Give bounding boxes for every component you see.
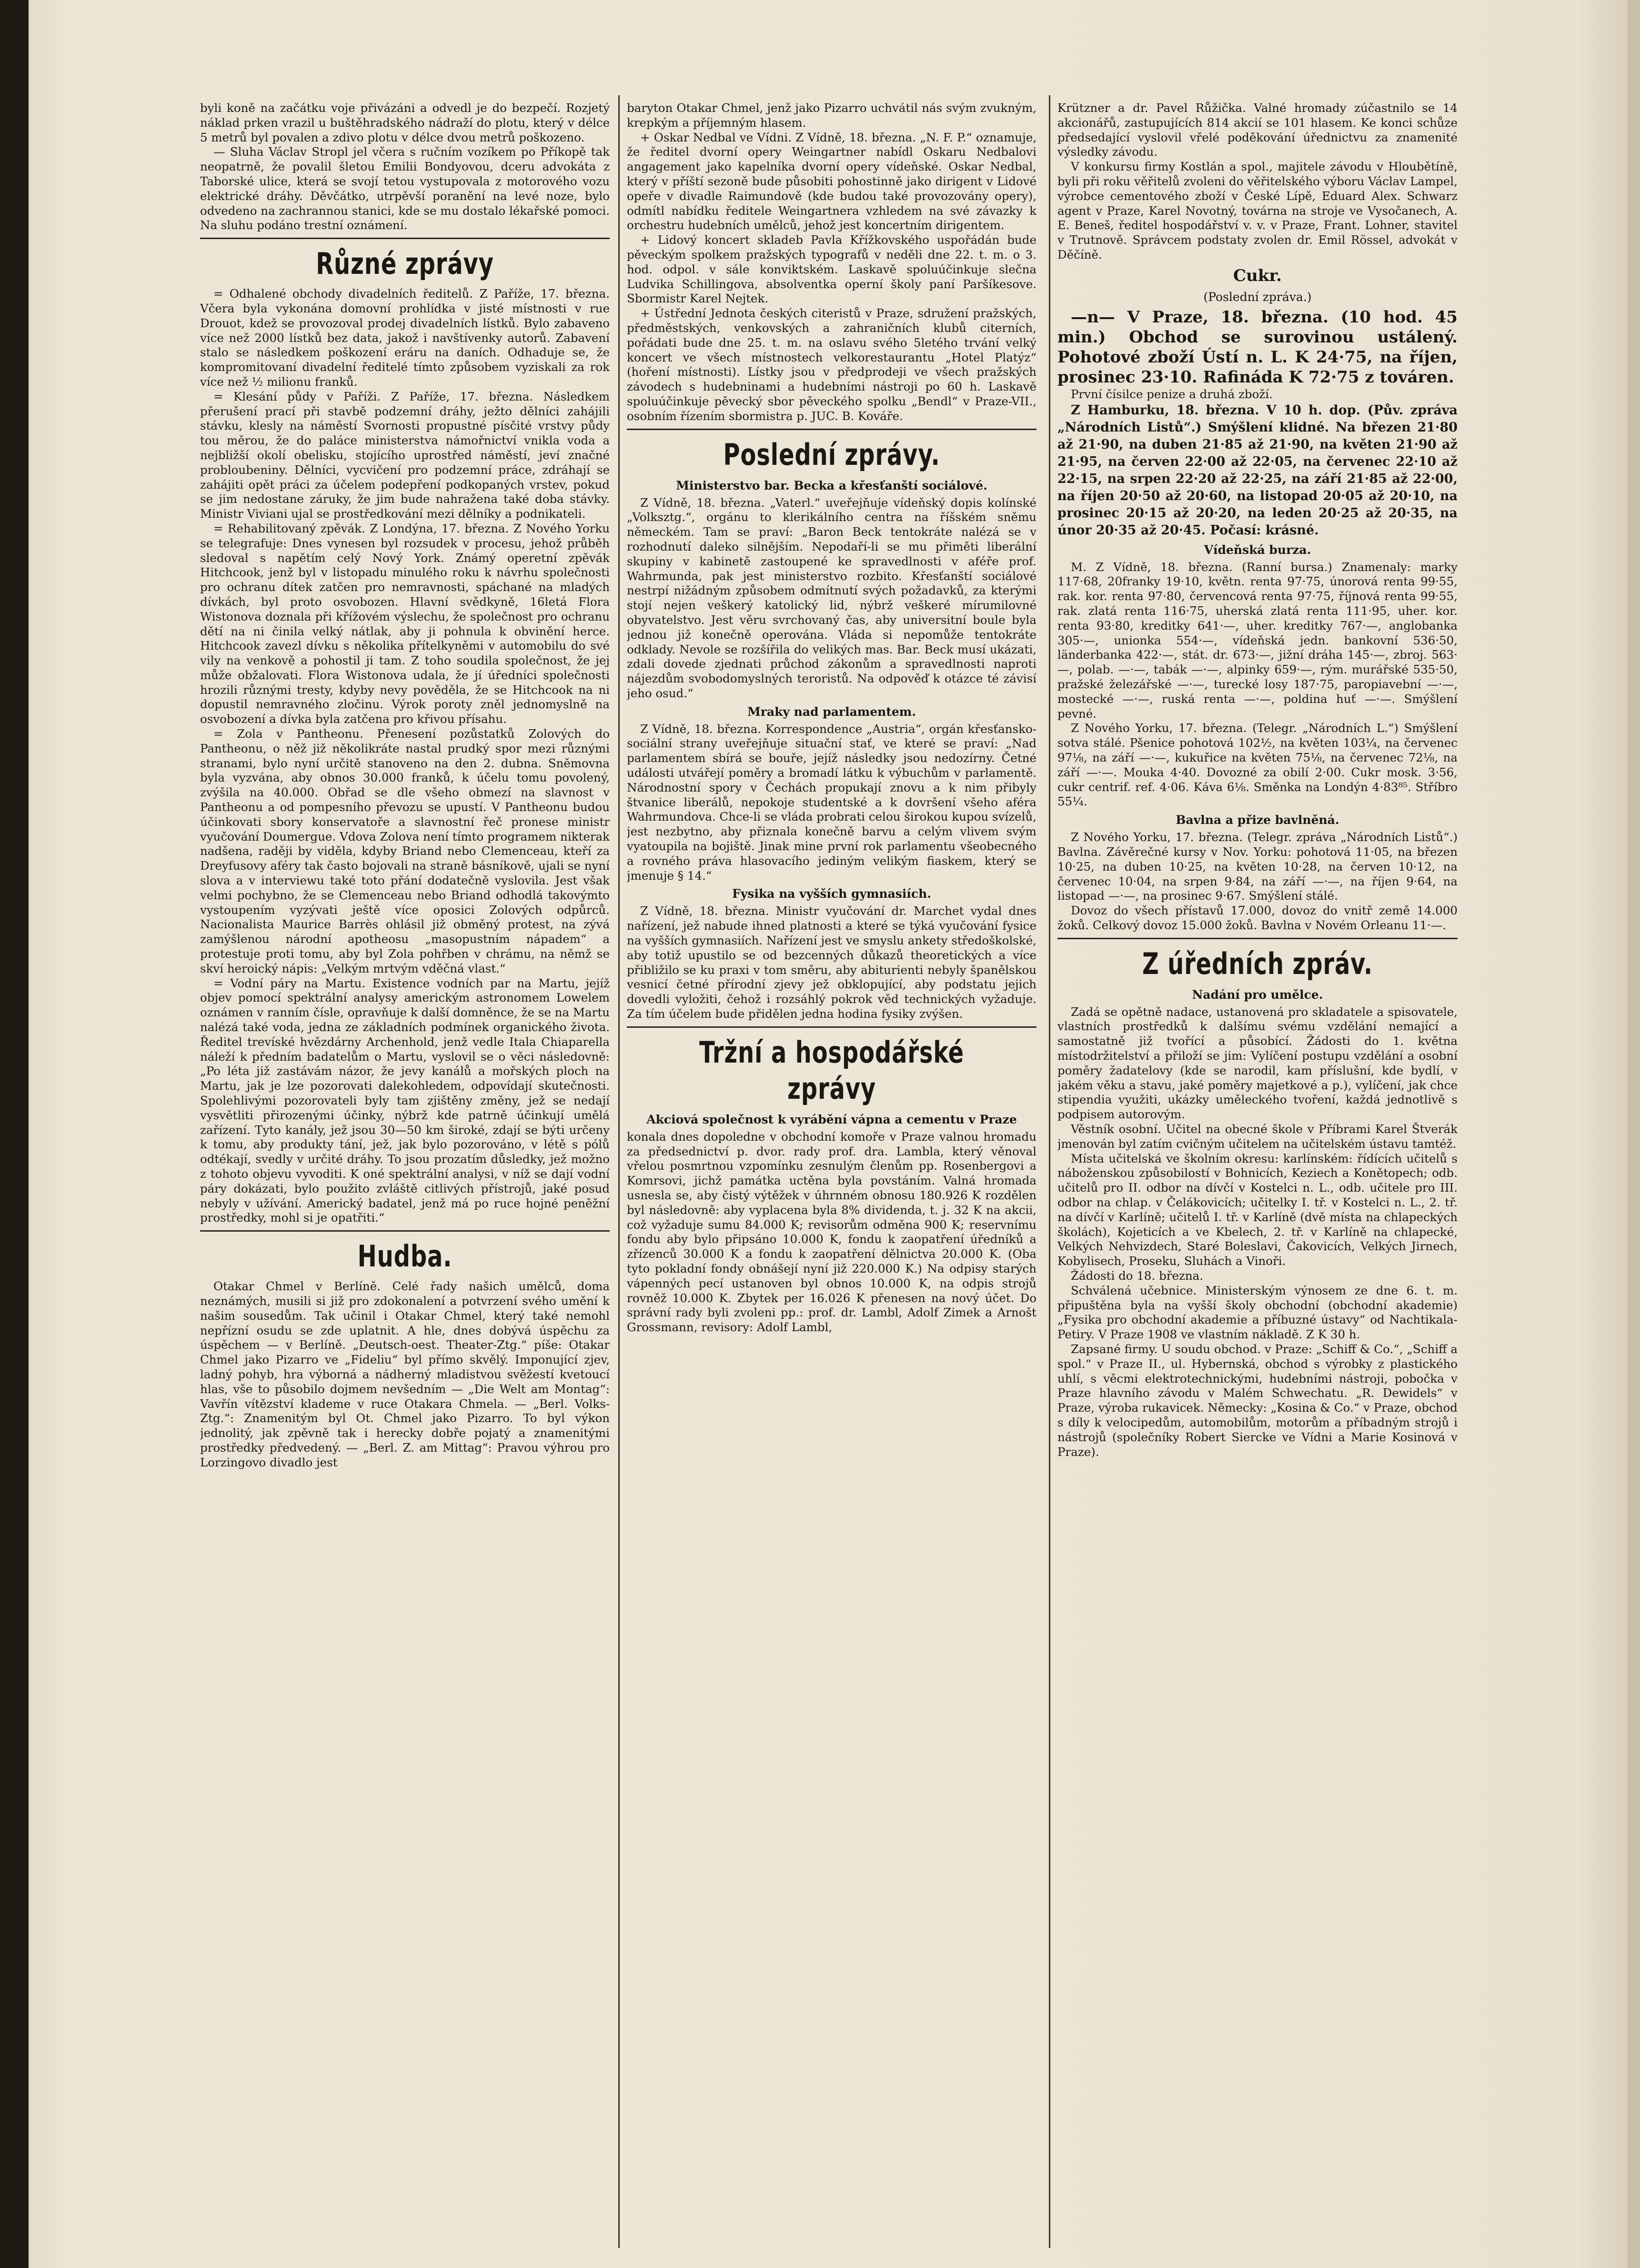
scan-left-edge — [0, 0, 29, 2268]
article-paragraph: Schválená učebnice. Ministerským výnosem ze dne 6. t. m. připuštěna byla na vyšší školy obchodní (obchodní akademie) „Fysika pro obchodní akademie a příbuzné ústavy“ od Nachtikala-Petiry. V Praze 1908 ve vlastním nákladě. Z K 30 h. — [1057, 1283, 1458, 1342]
article-paragraph: = Odhalené obchody divadelních ředitelů. Z Paříže, 17. března. Včera byla vykonána domovní prohlídka v jisté místnosti v rue Drouot, kdež se provozoval prodej divadelních lístků. Bylo zabaveno více než 2000 lístků bez data, jakož i navštívenky autorů. Zabavení stalo se následkem poškození eráru na daních. Odhaduje se, že kompromitovaní divadelní ředitelé tímto způsobem vyziskali za rok více než ½ milionu franků. — [200, 287, 610, 389]
section-heading-hudba: Hudba. — [357, 1239, 453, 1274]
section-rule — [627, 429, 1036, 430]
column-rule-1 — [618, 95, 620, 2248]
article-paragraph: = Klesání půdy v Paříži. Z Paříže, 17. března. Následkem přerušení prací při stavbě podzemní dráhy, ježto dělníci zahájili stávku, klesly na náměstí Svornosti propustné písčité vrstvy půdy tou měrou, že do paláce ministerstva námořnictví vnikla voda a nejbližší okolí obelisku, stojícího uprostřed náměstí, jeví značné probloubeniny. Dělníci, vycvičení pro podzemní práce, zdráhají se zahájiti opět práci za účelem podepření podkopaných vrstev, pokud se jim nedostane záruky, že jim bude nahražena také doba stávky. Ministr Viviani ujal se prostředkování mezi dělníky a podnikateli. — [200, 389, 610, 521]
article-paragraph: Otakar Chmel v Berlíně. Celé řady našich umělců, doma neznámých, musili si již pro zdokonalení a potvrzení svého umění k našim sousedům. Tak učinil i Otakar Chmel, který také nemohl nepřízní osudu se zde uplatnit. A hle, dnes dobývá úspěchu za úspěchem — v Berlíně. „Deutsch-oest. Theater-Ztg.“ píše: Otakar Chmel jako Pizarro ve „Fideliu“ byl přímo skvělý. Imponující zjev, ladný pohyb, hra výborná a nádherný mladistvou svěžestí kvetoucí hlas, vše to působilo dojmem nevšedním — „Die Welt am Montag“: Vavřín vítězství klademe v ruce Otakara Chmela. — „Berl. Volks-Ztg.“: Znamenitým byl Ot. Chmel jako Pizarro. To byl výkon jednolitý, jak zpěvně tak i herecky dobře pojatý a znamenitými prostředky předvedený. — „Berl. Z. am Mittag“: Pravou výhrou pro Lorzingovo divadlo jest — [200, 1279, 610, 1469]
article-heading: Cukr. — [1233, 266, 1282, 285]
article-paragraph: Zadá se opětně nadace, ustanovená pro skladatele a spisovatele, vlastních prostředků k dalšímu svému vzdělání nemající a samostatně již tvořící a působící. Žádosti do 1. května místodržitelství a přiloží se jim: Vylíčení postupu vzdělání a osobní poměry žadatelovy (kde se narodil, kam příslušní, kde bydlí, v jakém věku a stavu, jaké poměry majetkové a p.), vylíčení, jak chce stipendia využiti, ukázky uměleckého tvoření, každá jednotlivě s podpisem autorovým. — [1057, 1004, 1458, 1122]
column-2 — [627, 101, 1036, 2244]
article-heading: Bavlna a přize bavlněná. — [1176, 813, 1339, 827]
article-paragraph: Věstník osobní. Učitel na obecné škole v Příbrami Karel Štverák jmenován byl zatím cvičným učitelem na učitelském ústavu tamtéž. — [1057, 1122, 1458, 1151]
article-paragraph: = Zola v Pantheonu. Přenesení pozůstatků Zolových do Pantheonu, o něž již několikráte nastal prudký spor mezi různými stranami, bylo nyní určitě stanoveno na den 2. dubna. Sněmovna byla vyzvána, aby obnos 30.000 franků, k účelu tomu povolený, zvýšila na 40.000. Obřad se dle všeho obmezí na slavnost v Pantheonu a od pompesního převozu se upustí. V Pantheonu budou účinkovati sbory konservatoře a slavnostní řeč pronese ministr vyučování Doumergue. Vdova Zolova není tímto programem nikterak nadšena, raději by viděla, kdyby Briand nebo Clemenceau, kteří za Dreyfusovy aféry tak často bojovali na straně básníkově, ujali se nyní slova a v interviewu také toto přání dodatečně vyslovila. Jest však velmi pochybno, že se Clemenceau nebo Briand odhodlá takovýmto vystoupením vyzývati ještě více oposici Zolových odpůrců. Nacionalista Maurice Barrès ohlásil již obměný protest, na zývá zamýšlenou národní apotheosu „masopustním nápadem“ a protestuje proti tomu, aby byl Zola pohřben v chrámu, na němž se skví heroický nápis: „Velkým mrtvým vděčná vlast.“ — [200, 727, 610, 975]
scan-right-edge — [1628, 0, 1640, 2268]
article-paragraph: = Rehabilitovaný zpěvák. Z Londýna, 17. března. Z Nového Yorku se telegrafuje: Dnes vynesen byl rozsudek v procesu, jehož průběh sledoval s napětím celý Nový York. Známý operetní zpěvák Hitchcook, jenž byl v listopadu minulého roku k návrhu společnosti pro ochranu dítek zatčen pro nemravnosti, spáchané na mladých dívkách, byl proto osvobozen. Hlavní svědkyně, 16letá Flora Wistonova doznala při křížovém výslechu, že společnost pro ochranu dětí na ni činila velký nátlak, aby ji pohnula k obvinění herce. Hitchcook zavezl dívku s několika přítelkyněmi v automobilu do své vily na venkově a pohostil ji tam. Z toho soudila společnost, že jej může obžalovati. Flora Wistonova udala, že jí úředníci společnosti hrozili různými tresty, kdyby nevy pověděla, že se Hitchcook na ni dopustil nemravného zločinu. Výrok poroty zněl jednomyslně na osvobození a dívka byla zatčena pro křivou přísahu. — [200, 521, 610, 726]
market-report: —n— V Praze, 18. března. (10 hod. 45 min.) Obchod se surovinou ustálený. Pohotové zboží Ústí n. L. K 24·75, na říjen, prosinec 23·10. Rafináda K 72·75 z továren. — [1057, 307, 1458, 387]
article-paragraph: Z Vídně, 18. března. „Vaterl.“ uveřejňuje vídeňský dopis kolínské „Volksztg.“, orgánu to klerikálního centra na říšském sněmu německém. Tam se praví: „Baron Beck tentokráte nalézá se v rozhodnutí daleko silnějším. Nepodaří-li se mu přiměti liberální skupiny v kabinetě zastoupené ke spravedlnosti v aféře prof. Wahrmunda, pak jest ministerstvo rozbito. Křesťanští sociálové nestrpí nižádným způsobem odmítnutí svých požadavků, za kterými stojí nejen veškerý katolický lid, nýbrž veškeré mírumilovné obyvatelstvo. Jest věru svrchovaný čas, aby universitní boule byla jednou již konečně operována. Vláda si nepomůže tentokráte odklady. Nevole se rozšířila do velikých mas. Bar. Beck musí ukázati, zdali dovede zjednati průchod zákonům a spravedlnosti naproti nájezdům svobodomyslných teroristů. Na odpověď k otázce té závisí jeho osud.“ — [627, 495, 1036, 700]
article-paragraph: Žádosti do 18. března. — [1071, 1269, 1204, 1283]
article-paragraph: + Oskar Nedbal ve Vídni. Z Vídně, 18. března. „N. F. P.“ oznamuje, že ředitel dvorní opery Weingartner nabídl Oskaru Nedbalovi angagement jako kapelníka dvorní opery vídeňské. Oskar Nedbal, který v příští sezoně bude působiti pohostinně jako dirigent v Lidové opeře v divadle Raimundově (kde budou také provozovány opery), odmítl nabídku ředitele Weingartnera vzhledem na své závazky k orchestru hudebních umělců, jehož jest koncertním dirigentem. — [627, 130, 1036, 232]
article-paragraph: + Lidový koncert skladeb Pavla Křížkovského uspořádán bude pěveckým spolkem pražských typografů v neděli dne 22. t. m. o 3. hod. odpol. v sále konviktském. Laskavě spoluúčinkuje slečna Ludvika Schillingova, absolventka operní školy paní Paršíkesove. Sbormistr Karel Nejtek. — [627, 233, 1036, 306]
article-paragraph: M. Z Vídně, 18. března. (Ranní bursa.) Znamenaly: marky 117·68, 20franky 19·10, květn. renta 97·75, únorová renta 99·55, rak. kor. renta 97·80, červencová renta 97·75, říjnová renta 99·55, rak. zlatá renta 116·75, uherská zlatá renta 111·95, uher. kor. renta 93·80, kreditky 641·—, uher. kreditky 767·—, anglobanka 305·—, unionka 554·—, vídeňská jedn. bankovní 536·50, länderbanka 422·—, stát. dr. 673·—, jižní dráha 145·—, zbroj. 563·—, polab. —·—, tabák —·—, alpinky 659·—, rým. murářské 535·50, pražské železářské —·—, turecké losy 187·75, paropiavební —·—, mostecké —·—, ruská renta —·—, poldina huť —·—. Smýšlení pevné. — [1057, 560, 1458, 721]
section-heading-ruzne-zpravy: Různé zprávy — [316, 246, 494, 281]
article-paragraph: — Sluha Václav Stropl jel včera s ručním vozíkem po Příkopě tak neopatrně, že povalil šletou Emilii Bondyovou, dceru advokáta z Taborské ulice, která se svojí tetou vystupovala z motorového vozu elektrické dráhy. Děvčátko, utrpěvší poranění na levé noze, bylo odvedeno na zachrannou stanici, kde se mu dostalo lékařské pomoci. Na sluhu podáno trestní oznámení. — [200, 145, 610, 232]
column-3 — [1057, 101, 1458, 2244]
section-rule — [200, 1230, 610, 1232]
article-paragraph: Z Vídně, 18. března. Korrespondence „Austria“, orgán křesťansko-sociální strany uveřejňuje situační stať, ve které se praví: „Nad parlamentem sbírá se bouře, jejíž následky jsou nedozírny. Četné události utvářejí poměry a bromadí látku k výbuchům v parlamentě. Národnostní spory v Čechách propukají znovu a k nim přibyly štvanice liberálů, nepokoje studentské a k dovršení všeho aféra Wahrmundova. Chce-li se vláda probrati celou širokou kupou svízelů, jest nezbytno, aby přiznala konečně barvu a celým vlivem svým vyatoupila na bojiště. Jinak mine první rok parlamentu všeobecného a rovného práva hlasovacího jediným velikým fiaskem, který se jmenuje § 14.“ — [627, 722, 1036, 883]
article-subheading: (Poslední zpráva.) — [1203, 290, 1312, 304]
article-heading: Vídeňská burza. — [1204, 542, 1311, 557]
article-heading: Akciová společnost k vyrábění vápna a cementu v Praze — [646, 1112, 1017, 1126]
article-paragraph: byli koně na začátku voje přivázáni a odvedl je do bezpečí. Rozjetý náklad prken vrazil u buštěhradského nádraží do plotu, který v délce 5 metrů byl povalen a zdivo plotu v délce dvou metrů poškozeno. — [200, 101, 610, 144]
article-paragraph: konala dnes dopoledne v obchodní komoře v Praze valnou hromadu za předsednictví p. dvor. rady prof. dra. Lambla, který věnoval vřelou posmrtnou vzpomínku zesnulým členům pp. Rosenbergovi a Komrsovi, jichž památka uctěna byla povstáním. Valná hromada usnesla se, aby čistý výtěžek v úhrnném obnosu 180.926 K rozdělen byl následovně: aby vyplacena byla 8% dividenda, t. j. 32 K na akcii, což vyžaduje sumu 84.000 K; revisorům odměna 900 K; reservnímu fondu aby bylo připsáno 10.000 K, fondu k zaopatření úředníků a zřízenců 30.000 K a fondu k zaopatření dělnictva 20.000 K. (Oba tyto pokladní fondy obnášejí nyní již 220.000 K.) Na odpisy starých vápenných pecí ustanoven byl obnos 10.000 K, na odpis strojů rovněž 10.000 K. Zbytek per 16.026 K přenesen na nový účet. Do správní rady byli zvoleni pp.: prof. dr. Lambl, Adolf Zimek a Arnošt Grossmann, revisory: Adolf Lambl, — [627, 1129, 1036, 1335]
section-rule — [1057, 938, 1458, 939]
article-paragraph: První čísilce penize a druhá zboží. — [1071, 387, 1273, 401]
article-paragraph: Zapsané firmy. U soudu obchod. v Praze: „Schiff & Co.“, „Schiff a spol.“ v Praze II., ul. Hybernská, obchod s výrobky z plastického uhlí, s věcmi elektrotechnickými, hudebními nástroji, pobočka v Praze hlavního závodu v Malém Schwechatu. „R. Dewidels“ v Praze, výroba rukavicek. Německy: „Kosina & Co.“ v Praze, obchod s díly k velocipedům, automobilům, motorům a příbadným strojů i nástrojů (společníky Robert Siercke ve Vídni a Marie Kosinová v Praze). — [1057, 1342, 1458, 1459]
market-report: Z Hamburku, 18. března. V 10 h. dop. (Pův. zpráva „Národních Listů“.) Smýšlení klidné. Na březen 21·80 až 21·90, na duben 21·85 až 21·90, na květen 21·90 až 21·95, na červen 22·00 až 22·05, na červenec 22·10 až 22·15, na srpen 22·20 až 22·25, na září 21·85 až 22·00, na říjen 20·50 až 20·60, na listopad 20·05 až 20·10, na prosinec 20·15 až 20·20, na leden 20·25 až 20·35, na únor 20·35 až 20·45. Počasí: krásné. — [1057, 402, 1458, 538]
article-heading: Fysika na vyšších gymnasiích. — [732, 887, 931, 901]
section-rule — [627, 1026, 1036, 1028]
column-rule-2 — [1049, 95, 1050, 2248]
article-paragraph: Krützner a dr. Pavel Růžička. Valné hromady zúčastnilo se 14 akcionářů, zastupujících 814 akcií se 101 hlasem. Ke konci schůze předsedající vyslovil vřelé poděkování úřednictvu za znamenité výsledky závodu. — [1057, 101, 1458, 159]
article-heading: Ministerstvo bar. Becka a křesťanští sociálové. — [676, 478, 987, 492]
section-heading-z-uradnich-zprav: Z úředních zpráv. — [1142, 946, 1373, 981]
article-paragraph: Z Vídně, 18. března. Ministr vyučování dr. Marchet vydal dnes nařízení, jež nabude ihned platnosti a které se týká vyučování fysice na vyšších gymnasiích. Nařízení jest ve smyslu ankety středoškolské, aby totiž upustilo se od bezcenných důkazů theoretických a více přibližilo se ku praxi v tom směru, aby abiturienti nebyly španělskou vesnicí četné přírodní zjevy jež obklopující, aby podstatu jejich dovedli vyložiti, čehož i rozsáhlý pokrok věd technických vyžaduje. Za tím účelem bude přidělen jedna hodina fysiky zvýšen. — [627, 904, 1036, 1021]
section-heading-trzni-zpravy: Tržní a hospodářské zprávy — [699, 1034, 965, 1106]
article-paragraph: Z Nového Yorku, 17. března. (Telegr. „Národních L.“) Smýšlení sotva stálé. Pšenice pohotová 102½, na květen 103¼, na červenec 97⅛, na září —·—, kukuřice na květen 75⅛, na červenec 72⅛, na září —·—. Mouka 4·40. Dovozné za obilí 2·00. Cukr mosk. 3·56, cukr centrif. ref. 4·06. Káva 6⅛. Směnka na Londýn 4·83⁸⁵. Stříbro 55¼. — [1057, 721, 1458, 809]
article-paragraph: Místa učitelská ve školním okresu: karlínském: řídících učitelů s náboženskou způsobilostí v Bohnicích, Keziech a Konětopech; odb. učitelů pro II. odbor na dívčí v Kostelci n. L., odb. učitele pro III. odbor na chlap. v Čelákovicích; učitelky I. tř. v Kostelci n. L., 2. tř. na dívčí v Karlíně; učitelů I. tř. v Karlíně (dvě místa na chlapeckých školách), Kojeticích a ve Kbelech, 2. tř. v Karlíně na chlapecké, Velkých Nehvizdech, Staré Boleslavi, Čakovicích, Velkých Jirnech, Kobylisech, Proseku, Sluhách a Vinoři. — [1057, 1151, 1458, 1268]
column-1 — [200, 101, 610, 2244]
article-paragraph: Z Nového Yorku, 17. března. (Telegr. zpráva „Národních Listů“.) Bavlna. Závěrečné kursy v Nov. Yorku: pohotová 11·05, na březen 10·25, na duben 10·25, na květen 10·28, na červen 10·12, na červenec 10·04, na srpen 9·84, na září —·—, na říjen 9·64, na listopad —·—, na prosinec 9·67. Smýšlení stálé. — [1057, 830, 1458, 903]
article-paragraph: + Ústřední Jednota českých citeristů v Praze, sdružení pražských, předměstských, venkovských a zahraničních klubů citerních, pořádati bude dne 25. t. m. na oslavu svého 5letého trvání velký koncert ve všech místnostech velkorestaurantu „Hotel Platýz“ (hoření místnosti). Lístky jsou v předprodeji ve všech pražských závodech s hudebninami a hudebními nástroji po 60 h. Laskavě spoluúčinkuje pěvecký sbor pěveckého spolku „Bendl“ v Praze-VII., osobním řízením sbormistra p. JUC. B. Kováře. — [627, 306, 1036, 423]
article-paragraph: V konkursu firmy Kostlán a spol., majitele závodu v Hloubětíně, byli při roku věřitelů zvoleni do věřitelského výboru Václav Lampel, výrobce cementového zboží v České Lípě, Eduard Alex. Schwarz agent v Praze, Karel Novotný, továrna na stroje ve Vysočanech, A. E. Beneš, ředitel hospodářství v. v. v Praze, Frant. Lohner, stavitel v Trutnově. Správcem podstaty zvolen dr. Emil Rössel, advokát v Děčíně. — [1057, 160, 1458, 261]
article-paragraph: baryton Otakar Chmel, jenž jako Pizarro uchvátil nás svým zvukným, krepkým a příjemným hlasem. — [627, 101, 1036, 130]
section-heading-posledni-zpravy: Poslední zprávy. — [723, 437, 940, 472]
article-heading: Nadání pro umělce. — [1192, 987, 1323, 1002]
article-heading: Mraky nad parlamentem. — [747, 704, 916, 719]
article-paragraph: Dovoz do všech přístavů 17.000, dovoz do vnitř země 14.000 žoků. Celkový dovoz 15.000 žoků. Bavlna v Novém Orleanu 11·—. — [1057, 903, 1458, 932]
article-paragraph: = Vodní páry na Martu. Existence vodních par na Martu, jejíž objev pomocí spektrální analysy americkým astronomem Lowelem oznámen v ranním čísle, opravňuje k další domněnce, že se na Martu nalézá také voda, jedna ze základních podmínek organického života. Ředitel trevíské hvězdárny Archenhold, jenž vedle Itala Chiaparella náleží k předním badatelům o Martu, vyslovil se o věci následovně: „Po léta již zastávám názor, že jevy kanálů a mořských ploch na Martu, jak je lze pozorovati dalekohledem, odpovídají skutečnosti. Spolehlivými pozorovateli byly tam zjištěny změny, jež se nedají vysvětliti přirozenými účinky, nýbrž kde patrně účinkují umělá zařízení. Tyto kanály, jež jsou 30—50 km široké, zdají se býti určeny k tomu, aby produkty tání, jež, jak bylo pozorováno, v létě s pólů odtékají, svedly v určité dráhy. To jsou prozatím důsledky, jež možno z tohoto objevu vyvoditi. K oné spektrální analysi, v níž se dají vodní páry dokázati, bylo použito zvláště citlivých přístrojů, jaké posud nebyly v užívání. Americký badatel, jenž má po ruce hojné peněžní prostředky, mohl si je opatřiti.“ — [200, 976, 610, 1225]
section-rule — [200, 238, 610, 239]
